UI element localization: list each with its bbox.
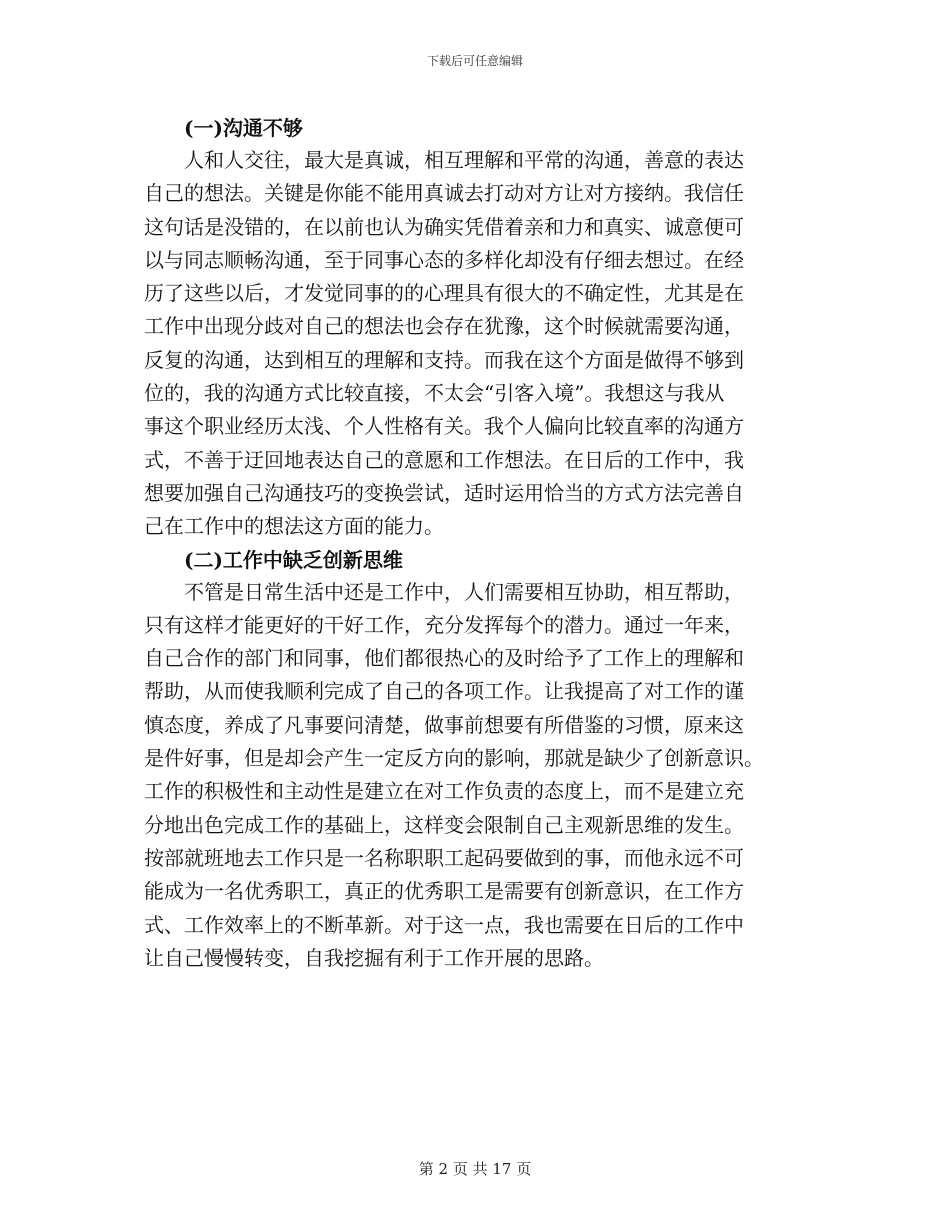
text-line: 能成为一名优秀职工，真正的优秀职工是需要有创新意识，在工作方 [144, 879, 744, 904]
text-line: 己在工作中的想法这方面的能力。 [144, 514, 444, 539]
text-line: 历了这些以后，才发觉同事的的心理具有很大的不确定性，尤其是在 [144, 281, 744, 306]
text-line: 分地出色完成工作的基础上，这样变会限制自己主观新思维的发生。 [144, 812, 744, 837]
text-line: 以与同志顺畅沟通，至于同事心态的多样化却没有仔细去想过。在经 [144, 247, 744, 272]
text-line: 让自己慢慢转变，自我挖掘有利于工作开展的思路。 [144, 945, 604, 970]
text-line: 想要加强自己沟通技巧的变换尝试，适时运用恰当的方式方法完善自 [144, 480, 744, 505]
section-heading: (二)工作中缺乏创新思维 [184, 547, 403, 572]
text-line: 式，不善于迂回地表达自己的意愿和工作想法。在日后的工作中，我 [144, 447, 744, 472]
section-paragraph [144, 576, 804, 976]
text-line: 自己合作的部门和同事，他们都很热心的及时给予了工作上的理解和 [144, 646, 744, 671]
text-line: 事这个职业经历太浅、个人性格有关。我个人偏向比较直率的沟通方 [144, 414, 744, 439]
text-line: 按部就班地去工作只是一名称职职工起码要做到的事，而他永远不可 [144, 845, 744, 870]
page-number: 第 2 页 共 17 页 [418, 1160, 532, 1178]
text-line: 反复的沟通，达到相互的理解和支持。而我在这个方面是做得不够到 [144, 347, 744, 372]
text-line: 工作的积极性和主动性是建立在对工作负责的态度上，而不是建立充 [144, 779, 744, 804]
text-line: 只有这样才能更好的干好工作，充分发挥每个的潜力。通过一年来， [144, 612, 744, 637]
text-line: 工作中出现分歧对自己的想法也会存在犹豫，这个时候就需要沟通， [144, 314, 744, 339]
text-line: 帮助，从而使我顺利完成了自己的各项工作。让我提高了对工作的谨 [144, 679, 744, 704]
text-line: 自己的想法。关键是你能不能用真诚去打动对方让对方接纳。我信任 [144, 181, 744, 206]
section-heading: (一)沟通不够 [184, 116, 303, 140]
section-2 [144, 544, 804, 976]
page-header-note: 下载后可任意编辑 [426, 54, 523, 68]
section-1 [144, 112, 804, 544]
text-line: 人和人交往，最大是真诚，相互理解和平常的沟通，善意的表达 [184, 148, 744, 172]
text-line: 是件好事，但是却会产生一定反方向的影响，那就是缺少了创新意识。 [144, 746, 764, 771]
section-paragraph [144, 144, 804, 544]
text-line: 不管是日常生活中还是工作中，人们需要相互协助，相互帮助， [184, 579, 744, 604]
text-line: 位的，我的沟通方式比较直接，不太会“引客入境”。我想这与我从 [144, 381, 725, 406]
text-line: 这句话是没错的，在以前也认为确实凭借着亲和力和真实、诚意便可 [144, 214, 744, 239]
document-body [144, 112, 804, 975]
text-line: 慎态度，养成了凡事要问清楚，做事前想要有所借鉴的习惯，原来这 [144, 712, 744, 737]
text-line: 式、工作效率上的不断革新。对于这一点，我也需要在日后的工作中 [144, 912, 744, 937]
